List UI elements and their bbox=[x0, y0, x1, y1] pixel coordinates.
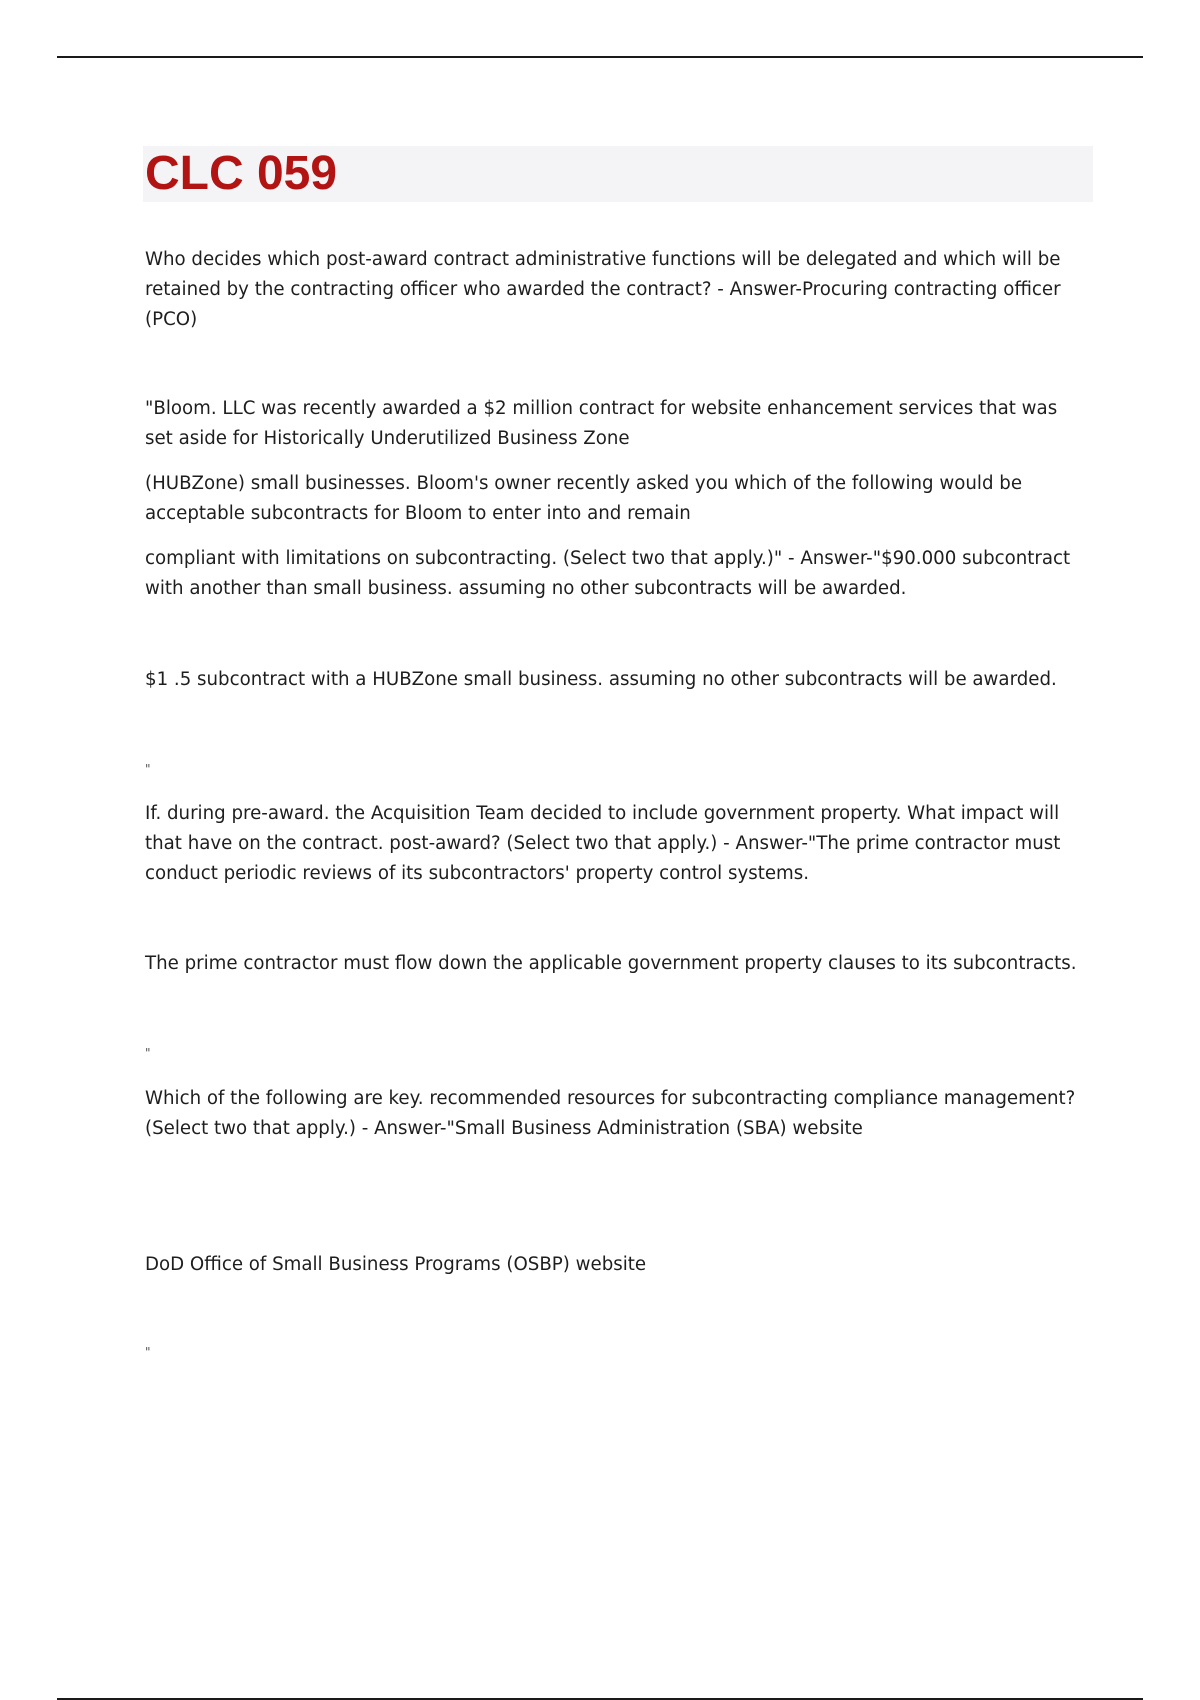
question-1-paragraph: Who decides which post-award contract administrative functions will be delegated and which will be retained by the contracting officer who awarded the contract? - Answer-Procuring contracting officer (PCO) bbox=[145, 249, 1061, 330]
question-2-paragraph-part-2: (HUBZone) small businesses. Bloom's owner recently asked you which of the following would be acceptable subcontracts for Bloom to enter into and remain bbox=[145, 473, 1023, 524]
question-4-answer-2: DoD Office of Small Business Programs (OSBP) website bbox=[145, 1254, 647, 1275]
question-2-answer-2: $1 .5 subcontract with a HUBZone small business. assuming no other subcontracts will be awarded. bbox=[145, 669, 1057, 690]
closing-quote-1: " bbox=[145, 762, 151, 776]
top-rule bbox=[57, 56, 1143, 58]
closing-quote-3: " bbox=[145, 1345, 151, 1359]
document-title: CLC 059 bbox=[145, 147, 338, 200]
closing-quote-2: " bbox=[145, 1046, 151, 1060]
question-3-answer-2: The prime contractor must flow down the applicable government property clauses to its subcontracts. bbox=[145, 953, 1077, 974]
question-2-paragraph-part-1: "Bloom. LLC was recently awarded a $2 million contract for website enhancement services that was set aside for Historically Underutilized Business Zone bbox=[145, 398, 1058, 449]
question-2-paragraph-part-3: compliant with limitations on subcontracting. (Select two that apply.)" - Answer-"$90.000 subcontract with another than small business. assuming no other subcontracts will be awarded. bbox=[145, 548, 1071, 599]
question-4-paragraph: Which of the following are key. recommended resources for subcontracting compliance management? (Select two that apply.) - Answer-"Small Business Administration (SBA) website bbox=[145, 1088, 1076, 1139]
question-3-paragraph: If. during pre-award. the Acquisition Team decided to include government property. What impact will that have on the contract. post-award? (Select two that apply.) - Answer-"The prime contractor must conduct periodic reviews of its subcontractors' property control systems. bbox=[145, 803, 1061, 884]
